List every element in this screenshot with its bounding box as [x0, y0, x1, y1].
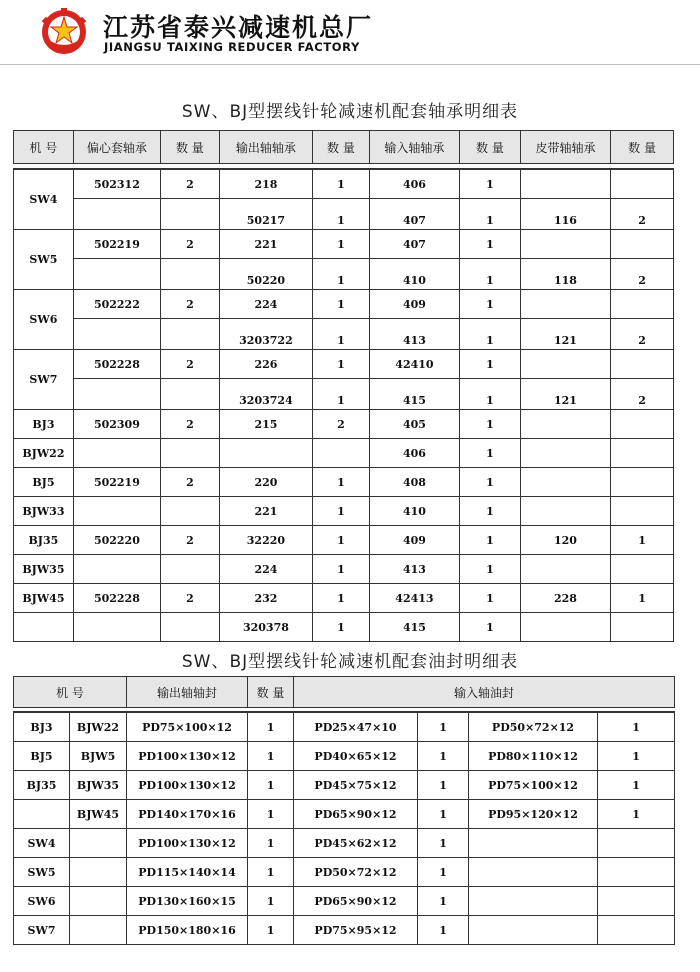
table-cell: 1: [313, 230, 370, 259]
table-cell: 1: [248, 887, 294, 916]
table-cell: BJW45: [14, 584, 74, 613]
table-row: [14, 712, 675, 742]
table-cell: 2: [161, 169, 220, 199]
table-cell: PD75×100×12: [469, 771, 598, 800]
table-cell: 232: [219, 584, 312, 613]
table-cell: 116: [520, 199, 610, 230]
table-cell: 413: [369, 319, 459, 350]
table-cell: [73, 497, 160, 526]
table-cell: [161, 497, 220, 526]
table-cell: 407: [369, 199, 459, 230]
table-cell: [161, 199, 220, 230]
table-cell: 2: [611, 379, 674, 410]
table-cell: PD65×90×12: [294, 800, 418, 829]
table-cell: 1: [313, 199, 370, 230]
table-cell: [520, 439, 610, 468]
table-cell: 1: [460, 290, 521, 319]
table-cell: 415: [369, 379, 459, 410]
table-cell: 1: [460, 169, 521, 199]
table-cell: 1: [598, 771, 675, 800]
table-cell: BJW45: [70, 800, 127, 829]
table-cell: [469, 887, 598, 916]
table-cell: [161, 613, 220, 642]
table-cell: 1: [313, 350, 370, 379]
table-cell: 1: [611, 526, 674, 555]
table-cell: 1: [460, 613, 521, 642]
table-cell: 320378: [219, 613, 312, 642]
table-cell: [70, 887, 127, 916]
table-cell: 42413: [369, 584, 459, 613]
table-cell: 1: [313, 379, 370, 410]
table-cell: 1: [248, 712, 294, 742]
table-row: [14, 259, 674, 290]
table-cell: 1: [313, 319, 370, 350]
table-cell: BJ3: [14, 712, 70, 742]
table-cell: 1: [248, 742, 294, 771]
table-row: [14, 555, 674, 584]
table-cell: [469, 916, 598, 945]
table-row: [14, 497, 674, 526]
table-cell: 2: [161, 526, 220, 555]
table-cell: [611, 410, 674, 439]
table-cell: 1: [418, 771, 469, 800]
table-row: [14, 887, 675, 916]
table-cell: 1: [248, 829, 294, 858]
table-cell: 502220: [73, 526, 160, 555]
table-cell: PD130×160×15: [127, 887, 248, 916]
table-row: [14, 350, 674, 379]
table-cell: [73, 259, 160, 290]
table-cell: BJW22: [70, 712, 127, 742]
seal-table: [13, 676, 675, 945]
table-cell: PD100×130×12: [127, 742, 248, 771]
table-cell: [611, 613, 674, 642]
table-cell: BJ35: [14, 771, 70, 800]
table-cell: 221: [219, 230, 312, 259]
table-cell: [520, 468, 610, 497]
table-cell: PD75×100×12: [127, 712, 248, 742]
table-cell: [14, 613, 74, 642]
table-cell: [520, 613, 610, 642]
table-cell: [520, 230, 610, 259]
table-cell: 1: [313, 613, 370, 642]
table-cell: PD100×130×12: [127, 829, 248, 858]
table-cell: [598, 858, 675, 887]
table-cell: [70, 858, 127, 887]
table-cell: 1: [460, 410, 521, 439]
table-cell: [70, 829, 127, 858]
table-cell: 1: [418, 887, 469, 916]
table-row: [14, 584, 674, 613]
table-cell: 410: [369, 497, 459, 526]
table-cell: 1: [460, 439, 521, 468]
table-cell: 50217: [219, 199, 312, 230]
table-cell: 2: [313, 410, 370, 439]
table-cell: [14, 800, 70, 829]
table-cell: 502309: [73, 410, 160, 439]
table-cell: [73, 439, 160, 468]
table-cell: [161, 379, 220, 410]
table-cell: [520, 555, 610, 584]
table-row: [14, 613, 674, 642]
table-row: [14, 916, 675, 945]
table-cell: [469, 829, 598, 858]
table-cell: PD100×130×12: [127, 771, 248, 800]
column-header: 数 量: [611, 131, 674, 164]
table-cell: [520, 350, 610, 379]
table-cell: SW4: [14, 829, 70, 858]
table-cell: 1: [460, 497, 521, 526]
table-cell: 118: [520, 259, 610, 290]
table-row: [14, 468, 674, 497]
table-cell: 1: [460, 230, 521, 259]
table-cell: 408: [369, 468, 459, 497]
table-cell: 2: [161, 584, 220, 613]
table-cell: [73, 555, 160, 584]
table-cell: 218: [219, 169, 312, 199]
table-cell: 406: [369, 169, 459, 199]
table-row: [14, 169, 674, 199]
table-cell: [611, 555, 674, 584]
column-header: 皮带轴轴承: [520, 131, 610, 164]
table-cell: 120: [520, 526, 610, 555]
table-cell: PD75×95×12: [294, 916, 418, 945]
table-cell: 2: [161, 350, 220, 379]
table-cell: BJ5: [14, 468, 74, 497]
bearing-table-title: SW、BJ型摆线针轮减速机配套轴承明细表: [181, 102, 519, 122]
table-cell: [611, 169, 674, 199]
table-cell: SW6: [14, 290, 74, 350]
table-cell: SW7: [14, 350, 74, 410]
table-cell: PD25×47×10: [294, 712, 418, 742]
table-cell: 1: [598, 712, 675, 742]
table-cell: 2: [161, 410, 220, 439]
table-cell: 228: [520, 584, 610, 613]
table-cell: [520, 497, 610, 526]
table-cell: 1: [460, 350, 521, 379]
table-row: [14, 230, 674, 259]
table-cell: [73, 613, 160, 642]
table-row: [14, 771, 675, 800]
table-cell: 121: [520, 379, 610, 410]
table-cell: 50220: [219, 259, 312, 290]
table-cell: [313, 439, 370, 468]
table-cell: PD50×72×12: [294, 858, 418, 887]
table-cell: 1: [460, 555, 521, 584]
table-row: [14, 742, 675, 771]
table-cell: 1: [248, 858, 294, 887]
table-row: [14, 800, 675, 829]
company-name-cn: 江苏省泰兴减速机总厂: [103, 13, 374, 42]
column-header: 输入轴轴承: [369, 131, 459, 164]
table-cell: 409: [369, 526, 459, 555]
table-row: [14, 319, 674, 350]
table-cell: [611, 350, 674, 379]
table-cell: 1: [460, 319, 521, 350]
table-cell: 1: [313, 468, 370, 497]
table-cell: [219, 439, 312, 468]
table-cell: BJ5: [14, 742, 70, 771]
table-cell: 1: [418, 800, 469, 829]
table-cell: 1: [460, 259, 521, 290]
column-header: 数 量: [313, 131, 370, 164]
table-cell: 1: [460, 526, 521, 555]
seal-table-title: SW、BJ型摆线针轮减速机配套油封明细表: [181, 652, 519, 672]
table-cell: 1: [248, 800, 294, 829]
table-cell: 1: [611, 584, 674, 613]
table-cell: 1: [313, 497, 370, 526]
table-cell: 226: [219, 350, 312, 379]
table-cell: 1: [460, 379, 521, 410]
column-header: 输出轴轴封: [127, 677, 248, 708]
table-cell: 2: [611, 259, 674, 290]
table-cell: 1: [313, 169, 370, 199]
table-cell: 1: [460, 199, 521, 230]
table-cell: 32220: [219, 526, 312, 555]
table-cell: [611, 439, 674, 468]
table-cell: PD45×62×12: [294, 829, 418, 858]
table-cell: 1: [418, 916, 469, 945]
table-row: [14, 290, 674, 319]
table-cell: [73, 379, 160, 410]
table-cell: [520, 169, 610, 199]
table-cell: BJW5: [70, 742, 127, 771]
column-header: 输入轴油封: [294, 677, 675, 708]
table-row: [14, 199, 674, 230]
column-header: 数 量: [248, 677, 294, 708]
table-cell: 502312: [73, 169, 160, 199]
table-cell: SW5: [14, 858, 70, 887]
table-row: [14, 829, 675, 858]
table-cell: 502228: [73, 584, 160, 613]
table-cell: 221: [219, 497, 312, 526]
table-cell: BJW35: [14, 555, 74, 584]
table-cell: [161, 439, 220, 468]
table-cell: [611, 290, 674, 319]
table-cell: 1: [598, 800, 675, 829]
table-cell: [598, 916, 675, 945]
table-cell: [73, 199, 160, 230]
table-cell: 409: [369, 290, 459, 319]
table-cell: SW5: [14, 230, 74, 290]
table-cell: 3203724: [219, 379, 312, 410]
table-cell: 405: [369, 410, 459, 439]
table-cell: 2: [611, 199, 674, 230]
table-cell: 1: [313, 526, 370, 555]
table-cell: [161, 259, 220, 290]
table-cell: 413: [369, 555, 459, 584]
table-cell: 1: [313, 555, 370, 584]
table-cell: 220: [219, 468, 312, 497]
table-cell: 121: [520, 319, 610, 350]
table-cell: 502219: [73, 230, 160, 259]
table-cell: [520, 290, 610, 319]
table-cell: 215: [219, 410, 312, 439]
table-cell: PD65×90×12: [294, 887, 418, 916]
table-cell: [469, 858, 598, 887]
table-cell: [611, 497, 674, 526]
table-cell: 1: [313, 290, 370, 319]
table-cell: PD45×75×12: [294, 771, 418, 800]
table-cell: PD150×180×16: [127, 916, 248, 945]
table-cell: PD50×72×12: [469, 712, 598, 742]
table-cell: SW6: [14, 887, 70, 916]
table-cell: 224: [219, 290, 312, 319]
seal-header-row: [14, 677, 675, 708]
table-cell: [611, 230, 674, 259]
table-cell: [161, 555, 220, 584]
table-cell: PD40×65×12: [294, 742, 418, 771]
company-name-en: JIANGSU TAIXING REDUCER FACTORY: [104, 40, 360, 54]
table-cell: 1: [313, 584, 370, 613]
table-row: [14, 379, 674, 410]
table-row: [14, 439, 674, 468]
table-cell: PD115×140×14: [127, 858, 248, 887]
table-row: [14, 410, 674, 439]
table-cell: 406: [369, 439, 459, 468]
table-cell: BJ3: [14, 410, 74, 439]
table-cell: 1: [313, 259, 370, 290]
table-cell: [598, 829, 675, 858]
bearing-table: [13, 130, 674, 642]
company-logo-icon: [40, 8, 88, 56]
column-header: 机 号: [14, 131, 74, 164]
table-cell: 502219: [73, 468, 160, 497]
table-cell: 407: [369, 230, 459, 259]
table-cell: [73, 319, 160, 350]
table-cell: 1: [460, 468, 521, 497]
table-cell: 1: [418, 858, 469, 887]
column-header: 偏心套轴承: [73, 131, 160, 164]
table-cell: BJW22: [14, 439, 74, 468]
table-cell: [598, 887, 675, 916]
table-cell: 1: [248, 771, 294, 800]
table-cell: 2: [611, 319, 674, 350]
table-row: [14, 858, 675, 887]
table-cell: 2: [161, 468, 220, 497]
table-cell: 3203722: [219, 319, 312, 350]
table-cell: [520, 410, 610, 439]
table-cell: 1: [418, 742, 469, 771]
table-cell: 1: [418, 829, 469, 858]
header-divider: [0, 64, 700, 65]
table-cell: 502222: [73, 290, 160, 319]
table-cell: 410: [369, 259, 459, 290]
table-cell: 224: [219, 555, 312, 584]
table-cell: SW7: [14, 916, 70, 945]
table-cell: 1: [418, 712, 469, 742]
table-cell: PD80×110×12: [469, 742, 598, 771]
table-cell: 1: [248, 916, 294, 945]
table-cell: 42410: [369, 350, 459, 379]
table-cell: 1: [598, 742, 675, 771]
table-cell: 2: [161, 290, 220, 319]
table-cell: 502228: [73, 350, 160, 379]
table-cell: BJW35: [70, 771, 127, 800]
table-cell: BJW33: [14, 497, 74, 526]
table-cell: 2: [161, 230, 220, 259]
table-cell: 415: [369, 613, 459, 642]
table-cell: [611, 468, 674, 497]
table-cell: 1: [460, 584, 521, 613]
table-cell: PD95×120×12: [469, 800, 598, 829]
column-header: 机 号: [14, 677, 127, 708]
table-cell: [161, 319, 220, 350]
column-header: 数 量: [161, 131, 220, 164]
bearing-header-row: [14, 131, 674, 164]
column-header: 输出轴轴承: [219, 131, 312, 164]
page-header: [0, 0, 700, 65]
table-cell: SW4: [14, 169, 74, 230]
table-row: [14, 526, 674, 555]
table-cell: PD140×170×16: [127, 800, 248, 829]
table-cell: BJ35: [14, 526, 74, 555]
column-header: 数 量: [460, 131, 521, 164]
table-cell: [70, 916, 127, 945]
